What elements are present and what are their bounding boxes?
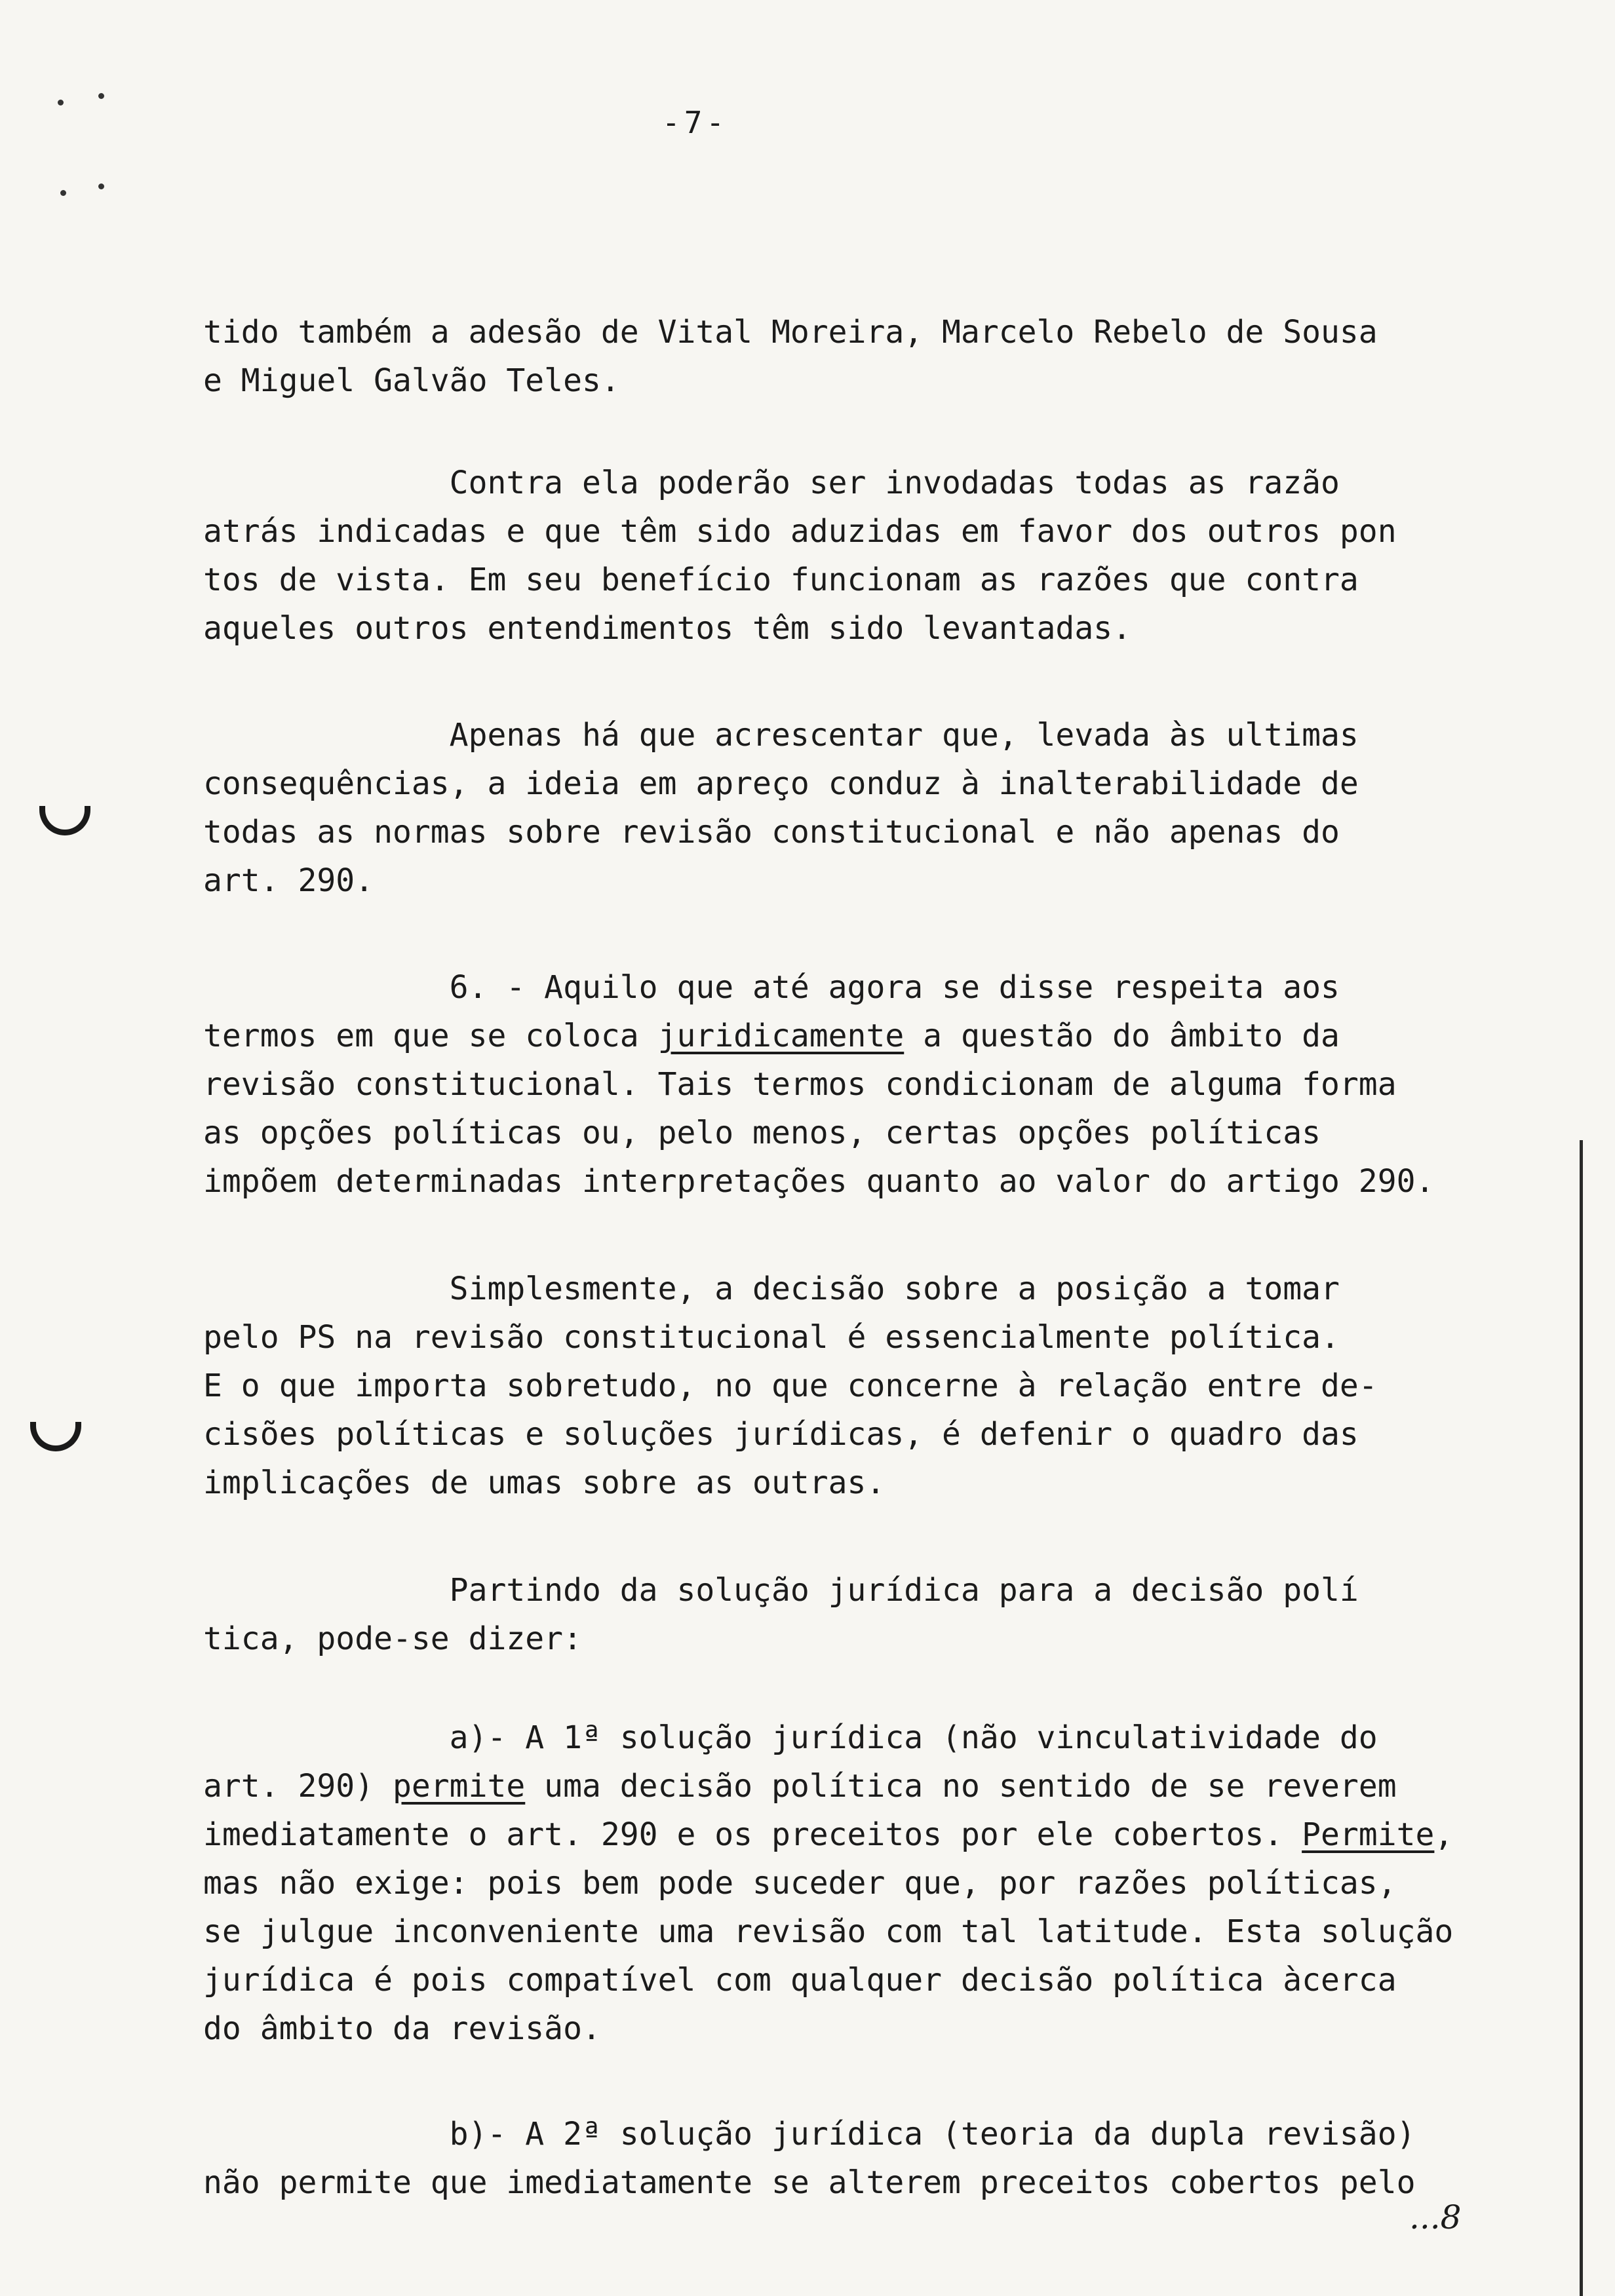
text-line: Apenas há que acrescentar que, levada às ultimas [203,717,1359,754]
paragraph-8 [203,2110,1488,2207]
text-line: a)- A 1ª solução jurídica (não vinculatividade do [203,1719,1378,1756]
page-edge-line [1580,1140,1583,2296]
paragraph-2 [203,459,1488,653]
text-span: termos em que se coloca [203,1018,658,1054]
text-line: b)- A 2ª solução jurídica (teoria da dupla revisão) [203,2116,1416,2152]
text-line: atrás indicadas e que têm sido aduzidas em favor dos outros pon [203,513,1397,550]
underlined-term: juridicamente [657,1018,905,1054]
paragraph-6 [203,1566,1488,1663]
text-line: pelo PS na revisão constitucional é essencialmente política. [203,1319,1340,1356]
text-line: Simplesmente, a decisão sobre a posição a tomar [203,1271,1340,1307]
paragraph-3 [203,711,1488,905]
text-line: 6. - Aquilo que até agora se disse respeita aos [203,969,1340,1006]
text-line: tos de vista. Em seu benefício funcionam as razões que contra [203,562,1359,598]
punch-hole-mark [30,1422,81,1451]
text-line: tido também a adesão de Vital Moreira, Marcelo Rebelo de Sousa [203,314,1378,351]
text-line: art. 290. [203,862,374,899]
paragraph-7 [203,1713,1488,2053]
underlined-term: Permite [1302,1816,1435,1853]
text-line: implicações de umas sobre as outras. [203,1464,885,1501]
text-line: consequências, a ideia em apreço conduz à inalterabilidade de [203,765,1359,802]
scan-speck [60,190,66,196]
text-line: e Miguel Galvão Teles. [203,362,620,399]
page-number: -7- [662,105,729,140]
text-span: art. 290) [203,1768,393,1805]
paragraph-5 [203,1265,1488,1507]
continuation-marker: ...8 [1409,2198,1462,2236]
text-line: E o que importa sobretudo, no que concerne à relação entre de- [203,1368,1378,1404]
paragraph-1 [203,308,1488,405]
text-line: do âmbito da revisão. [203,2010,601,2047]
text-line: cisões políticas e soluções jurídicas, é defenir o quadro das [203,1416,1359,1453]
text-line: Contra ela poderão ser invodadas todas as razão [203,465,1340,501]
scan-speck [98,183,104,189]
text-line: impõem determinadas interpretações quanto ao valor do artigo 290. [203,1163,1435,1200]
text-line [203,1810,1488,1859]
text-line: as opções políticas ou, pelo menos, certas opções políticas [203,1115,1321,1151]
text-line: se julgue inconveniente uma revisão com tal latitude. Esta solução [203,1913,1454,1950]
text-line: todas as normas sobre revisão constitucional e não apenas do [203,814,1340,851]
text-line: tica, pode-se dizer: [203,1620,582,1657]
text-span: imediatamente o art. 290 e os preceitos por ele cobertos. [203,1816,1302,1853]
paragraph-4 [203,963,1488,1206]
scan-speck [98,93,104,99]
text-line [203,1012,1488,1060]
text-span: uma decisão política no sentido de se reverem [525,1768,1397,1805]
text-line: aqueles outros entendimentos têm sido levantadas. [203,610,1132,647]
text-line [203,1762,1488,1810]
text-span: , [1434,1816,1454,1853]
text-line: revisão constitucional. Tais termos condicionam de alguma forma [203,1066,1397,1103]
text-line: Partindo da solução jurídica para a decisão polí [203,1572,1359,1609]
text-line: jurídica é pois compatível com qualquer decisão política àcerca [203,1962,1397,1999]
text-span: a questão do âmbito da [904,1018,1340,1054]
scan-speck [58,100,64,105]
text-line: mas não exige: pois bem pode suceder que, por razões políticas, [203,1865,1397,1902]
text-line: não permite que imediatamente se alterem preceitos cobertos pelo [203,2164,1416,2201]
underlined-term: permite [392,1768,526,1805]
punch-hole-mark [39,806,90,835]
